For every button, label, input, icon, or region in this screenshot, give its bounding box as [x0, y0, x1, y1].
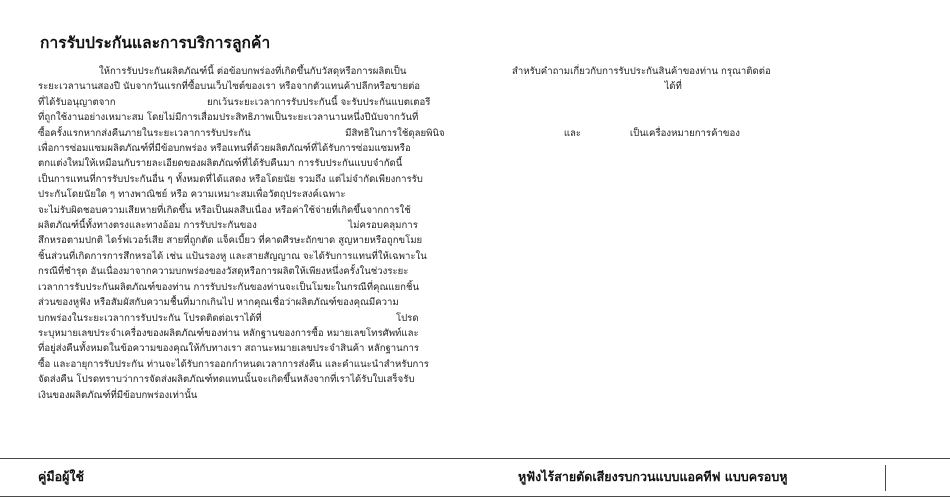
text-line: ซื้อ และอายุการรับประกัน ท่านจะได้รับการออกกำหนดเวลาการส่งคืน และคำแนะนำสำหรับการ — [38, 358, 429, 370]
text-line: เป็นการแทนที่การรับประกันอื่น ๆ ทั้งหมดที่ได้แสดง หรือโดยนัย รวมถึง แต่ไม่จำกัดเพียงการรับ — [38, 173, 423, 185]
text-line: ประกันโดยนัยใด ๆ ทางพาณิชย์ หรือ ความเหมาะสมเพื่อวัตถุประสงค์เฉพาะ — [38, 189, 346, 201]
text-line: ซื้อครั้งแรกหากส่งคืนภายในระยะเวลาการรับประกัน มีสิทธิในการใช้ดุลยพินิจ — [38, 127, 445, 139]
page-title: การรับประกันและการบริการลูกค้า — [40, 33, 271, 52]
text-line: ระยะเวลานานสองปี นับจากวันแรกที่ซื้อบนเว็บไซต์ของเรา หรือจากตัวแทนค้าปลีกหรือขายต่อ — [38, 81, 421, 93]
warranty-body-text — [38, 64, 462, 403]
text-line: สึกหรอตามปกติ ไดร์ฟเวอร์เสีย สายที่ถูกตัด แจ็คเบี้ยว ที่คาดศีรษะถักขาด สูญหายหรือถูกขโมย — [38, 235, 423, 247]
text-line: ที่อยู่ส่งคืนทั้งหมดในข้อความของคุณให้กับทางเรา สถานะหมายเลขประจำสินค้า หลักฐานการ — [38, 343, 420, 355]
text-line: เพื่อการซ่อมแซมผลิตภัณฑ์ที่มีข้อบกพร่อง หรือแทนที่ด้วยผลิตภัณฑ์ที่ได้รับการซ่อมแซมหรือ — [38, 143, 411, 155]
text-line — [512, 110, 812, 125]
text-line: ส่วนของหูฟัง หรือสัมผัสกับความชื้นที่มากเกินไป หากคุณเชื่อว่าผลิตภัณฑ์ของคุณมีความ — [38, 297, 399, 309]
text-line: จะไม่รับผิดชอบความเสียหายที่เกิดขึ้น หรือเป็นผลสืบเนื่อง หรือค่าใช้จ่ายที่เกิดขึ้นจากการใช้ — [38, 204, 411, 216]
text-line: ตกแต่งใหม่ให้เหมือนกับรายละเอียดของผลิตภัณฑ์ที่ได้รับคืนมา การรับประกันแบบจำกัดนี้ — [38, 158, 403, 170]
text-line: เวลาการรับประกันผลิตภัณฑ์ของท่าน การรับประกันของท่านจะเป็นโมฆะในกรณีที่คุณแยกชิ้น — [38, 281, 420, 293]
text-line: ระบุหมายเลขประจำเครื่องของผลิตภัณฑ์ของท่าน หลักฐานของการซื้อ หมายเลขโทรศัพท์และ — [38, 327, 419, 339]
footer-vertical-divider — [885, 465, 886, 491]
text-line: ที่ได้รับอนุญาตจาก ยกเว้นระยะเวลาการรับประกันนี้ จะรับประกันแบตเตอรี — [38, 96, 431, 108]
text-line: ให้การรับประกันผลิตภัณฑ์นี้ ต่อข้อบกพร่องที่เกิดขึ้นกับวัสดุหรือการผลิตเป็น — [38, 66, 407, 77]
text-line: ผลิตภัณฑ์นี้ทั้งทางตรงและทางอ้อม การรับประกันของ ไม่ครอบคลุมการ — [38, 220, 418, 232]
footer-product-name: หูฟังไร้สายตัดเสียงรบกวนแบบแอคทีฟ แบบครอบหู — [518, 469, 788, 484]
text-line: จัดส่งคืน โปรดทราบว่าการจัดส่งผลิตภัณฑ์ทดแทนนั้นจะเกิดขึ้นหลังจากที่เราได้รับใบเสร็จรับ — [38, 374, 415, 386]
footer-manual-label: คู่มือผู้ใช้ — [38, 469, 85, 484]
text-line: ที่ถูกใช้งานอย่างเหมาะสม โดยไม่มีการเสื่อมประสิทธิภาพเป็นระยะเวลานานหนึ่งปีนับจากวันที่ — [38, 112, 419, 124]
text-line: บกพร่องในระยะเวลาการรับประกัน โปรดติดต่อเราได้ที่ โปรด — [38, 312, 419, 324]
text-line: สำหรับคำถามเกี่ยวกับการรับประกันสินค้าของท่าน กรุณาติดต่อ — [512, 66, 771, 77]
text-line: และ เป็นเครื่องหมายการค้าของ — [512, 127, 740, 139]
footer-divider — [0, 458, 950, 459]
text-line: ได้ที่ — [512, 81, 682, 93]
text-line: เงินของผลิตภัณฑ์ที่มีข้อบกพร่องเท่านั้น — [38, 389, 198, 401]
text-line: กรณีที่ชำรุด อันเนื่องมาจากความบกพร่องของวัสดุหรือการผลิตให้เพียงหนึ่งครั้งในช่วงระยะ — [38, 266, 409, 278]
footer-bottom-divider — [0, 496, 950, 497]
text-line: ชิ้นส่วนที่เกิดการการสึกหรอได้ เช่น แป้นรองหู และสายสัญญาณ จะได้รับการแทนที่ให้เฉพาะใน — [38, 250, 427, 262]
support-contact-text — [512, 64, 812, 141]
text-line — [512, 95, 812, 110]
